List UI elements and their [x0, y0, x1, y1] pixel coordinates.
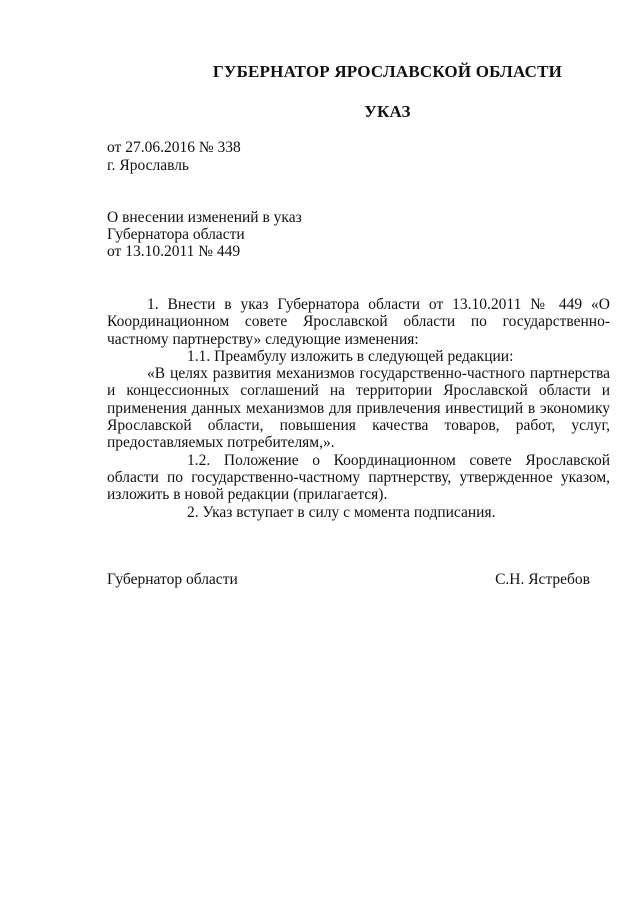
subject-line-2: Губернатора области	[107, 226, 245, 243]
paragraph-1: 1. Внести в указ Губернатора области от 13.10.2011 № 449 «О Координационном совете Ярославской области по государственно-частному партнерству» следующие изменения:	[107, 296, 610, 348]
subject-line-1: О внесении изменений в указ	[107, 209, 302, 226]
paragraph-1-1	[107, 348, 610, 365]
paragraph-1-1-text: Преамбулу изложить в следующей редакции:	[214, 347, 514, 365]
signatory-position: Губернатор области	[107, 571, 238, 588]
signatory-name: С.Н. Ястребов	[495, 571, 590, 588]
paragraph-2-number: 2.	[187, 503, 199, 521]
decree-body	[107, 296, 610, 521]
paragraph-preamble: «В целях развития механизмов государственно-частного партнерства и концессионных соглашений на территории Ярославской области и применения данных механизмов для привлечения инвестиций в экономику Ярославской области, повышения качества товаров, работ, услуг, предоставляемых потребителям,».	[107, 365, 610, 452]
paragraph-1-2-text: Положение о Координационном совете Ярославской области по государственно-частному партнерству, утвержденное указом, изложить в новой редакции (прилагается).	[107, 451, 611, 504]
paragraph-1-2-number: 1.2.	[187, 451, 211, 469]
paragraph-1-1-number: 1.1.	[187, 347, 211, 365]
document-type-heading: УКАЗ	[364, 102, 411, 121]
paragraph-2	[107, 504, 610, 521]
paragraph-2-text: Указ вступает в силу с момента подписания.	[202, 503, 496, 521]
paragraph-1-2	[107, 452, 610, 504]
subject-line-3: от 13.10.2011 № 449	[107, 243, 241, 260]
date-number: от 27.06.2016 № 338	[107, 139, 241, 156]
issuer-heading: ГУБЕРНАТОР ЯРОСЛАВСКОЙ ОБЛАСТИ	[212, 62, 563, 81]
city: г. Ярославль	[107, 157, 189, 174]
